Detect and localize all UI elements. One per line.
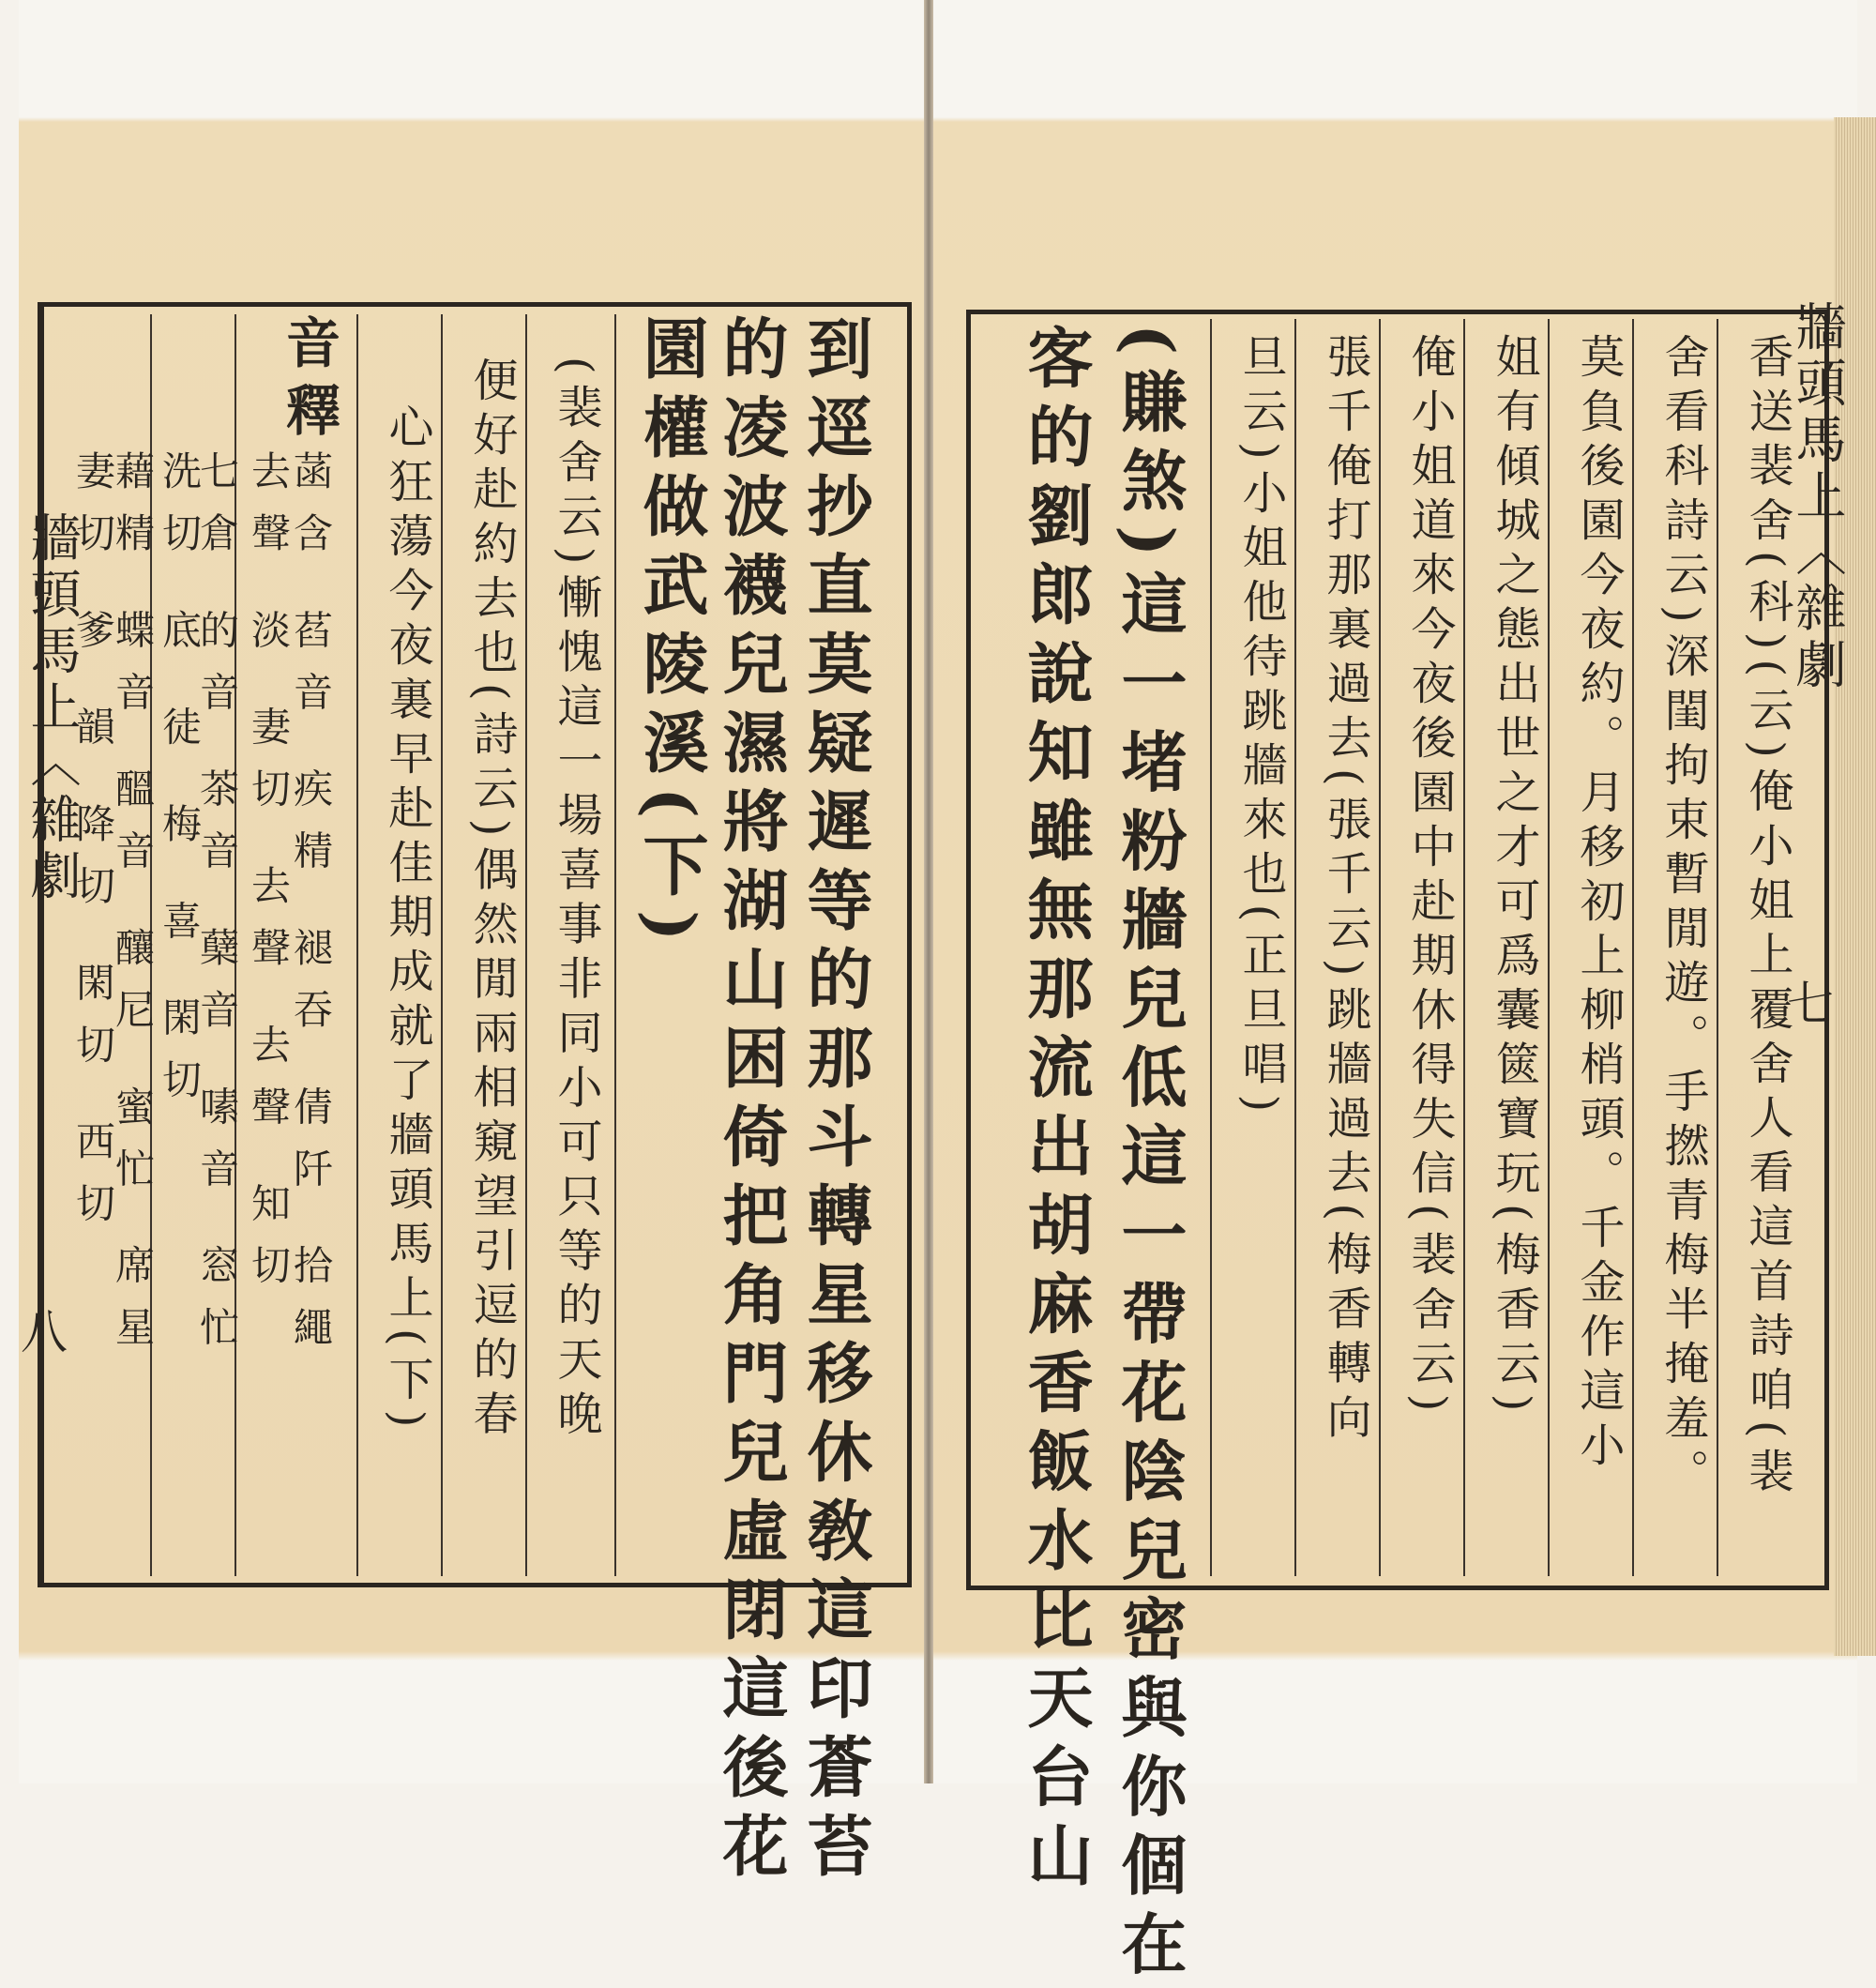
left-folio: 八 [21, 1305, 68, 1359]
right-large-column-1: (賺煞)這一堵粉牆兒低這一帶花陰兒密與你個在 [1111, 324, 1188, 1988]
column-rule [1294, 319, 1296, 1576]
column-rule [441, 314, 443, 1576]
glossary-column-2: 去聲 淡 妻切 去聲 去聲 知切 [246, 450, 292, 1307]
right-text-column-6: 張千俺打那裏過去(張千云)跳牆過去(梅香轉向 [1319, 333, 1371, 1449]
left-text-column-3: 心狂蕩今夜裏早赴佳期成就了牆頭馬上(下) [381, 403, 433, 1437]
glossary-column-6: 妻切 爹 韻 降切 閑切 西切 [70, 450, 116, 1245]
right-text-column-1: 香送裴舍(科)(云)俺小姐上覆舍人看這首詩咱(裴 [1741, 333, 1793, 1502]
column-rule [1210, 319, 1212, 1576]
glossary-column-5: 藉精 蝶音 醞音 釀尼 蜜忙 席星 [110, 450, 156, 1369]
right-text-column-5: 俺小姐道來今夜後園中赴期休得失信(裴舍云) [1403, 333, 1456, 1421]
left-text-column-1: (裴舍云)慚愧這一場喜事非同小可只等的天晚 [550, 357, 602, 1445]
column-rule [1717, 319, 1718, 1576]
left-large-column-3: 園權做武陵溪(下) [632, 314, 710, 955]
left-large-column-2: 的凌波襪兒濕將湖山困倚把角門兒虛閉這後花 [712, 314, 790, 1890]
column-rule [356, 314, 358, 1576]
right-large-column-2: 客的劉郎說知雖無那流出胡麻香飯水比天台山 [1017, 324, 1095, 1900]
column-rule [1632, 319, 1634, 1576]
right-text-column-3: 莫負後園今夜約。月移初上柳梢頭。千金作這小 [1572, 333, 1625, 1476]
column-rule [1463, 319, 1465, 1576]
right-text-column-4: 姐有傾城之態出世之才可爲囊篋寶玩(梅香云) [1488, 333, 1540, 1421]
right-fold-title: 牆頭馬上〈雜劇 [1788, 300, 1847, 694]
column-rule [1548, 319, 1550, 1576]
binding-gutter [924, 0, 933, 1783]
left-fold-title: 牆頭馬上〈雜劇 [23, 511, 82, 905]
right-text-column-2: 舍看科詩云)深閨拘束暫閒遊。手撚青梅半掩羞。 [1657, 333, 1709, 1503]
glossary-heading: 音釋 [277, 314, 340, 449]
glossary-column-1: 菡含 萏音 疾精 褪吞 倩阡 拾繩 [288, 450, 334, 1369]
column-rule [1379, 319, 1381, 1576]
right-folio: 七 [1787, 977, 1834, 1031]
right-text-column-7: 旦云)小姐他待跳牆來也(正旦唱) [1234, 333, 1287, 1122]
left-text-column-2: 便好赴約去也(詩云)偶然閒兩相窺望引逗的春 [465, 357, 518, 1445]
glossary-column-3: 七倉 的音 茶音 蘖音 嗉音 窓忙 [194, 450, 240, 1369]
glossary-column-4: 洗切 底 徒 梅 喜 閑切 [157, 450, 203, 1121]
column-rule [614, 314, 616, 1576]
left-large-column-1: 到逕抄直莫疑遲等的那斗轉星移休敎這印蒼苔 [796, 314, 874, 1890]
column-rule [525, 314, 527, 1576]
